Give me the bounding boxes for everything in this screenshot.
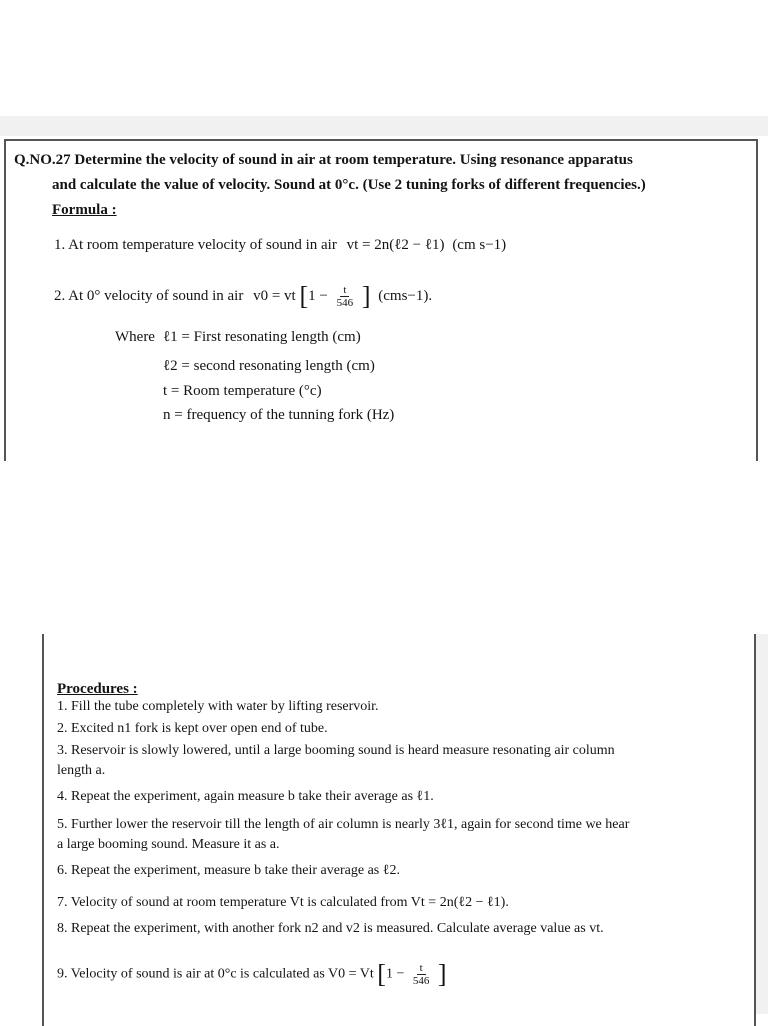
step-9-fraction xyxy=(410,962,433,987)
definition-n: n = frequency of the tunning fork (Hz) xyxy=(163,407,395,423)
middle-strip xyxy=(756,634,768,1014)
formula-heading: Formula : xyxy=(52,202,117,218)
procedures-heading: Procedures : xyxy=(57,681,138,697)
step-9-text: 9. Velocity of sound is air at 0°c is calculated as V0 = Vt xyxy=(57,966,374,982)
step-9-bracket-close: ] xyxy=(437,959,447,989)
formula-1-text: 1. At room temperature velocity of sound in air xyxy=(54,237,337,253)
step-5: 5. Further lower the reservoir till the length of air column is nearly 3ℓ1, again for second time we hear xyxy=(57,817,630,832)
top-strip xyxy=(0,116,768,136)
definition-l2: ℓ2 = second resonating length (cm) xyxy=(163,358,375,374)
step-2: 2. Excited n1 fork is kept over open end of tube. xyxy=(57,721,328,736)
step-5-cont: a large booming sound. Measure it as a. xyxy=(57,837,280,852)
formula-1-unit: (cm s−1) xyxy=(452,237,507,253)
step-8: 8. Repeat the experiment, with another fork n2 and v2 is measured. Calculate average value as vt. xyxy=(57,921,604,936)
step-7: 7. Velocity of sound at room temperature Vt is calculated from Vt = 2n(ℓ2 − ℓ1). xyxy=(57,895,509,910)
step-3-cont: length a. xyxy=(57,763,106,778)
step-6: 6. Repeat the experiment, measure b take their average as ℓ2. xyxy=(57,863,400,878)
step-9: 9. Velocity of sound is air at 0°c is calculated as V0 = Vt [1 − $\frac{t}{546}$ ] xyxy=(57,959,447,989)
definition-l1: ℓ1 = First resonating length (cm) xyxy=(163,329,361,345)
step-9-denominator: 546 xyxy=(412,975,430,987)
step-9-numerator: t xyxy=(417,962,426,975)
question-line-1: Q.NO.27 Determine the velocity of sound in air at room temperature. Using resonance apparatus xyxy=(14,152,633,168)
step-1: 1. Fill the tube completely with water by lifting reservoir. xyxy=(57,699,379,714)
bracket-close: ] xyxy=(361,281,371,311)
formula-1-equation: vt = 2n(ℓ2 − ℓ1) xyxy=(346,237,445,253)
fraction-numerator: t xyxy=(340,284,349,297)
formula-2-lhs: v0 = vt xyxy=(253,287,296,304)
bracket-open: [ xyxy=(299,281,309,311)
formula-2: 2. At 0° velocity of sound in air v0 = vt [1 − $\frac{t}{546}$ ] (cms−1). xyxy=(54,281,433,311)
step-4: 4. Repeat the experiment, again measure b take their average as ℓ1. xyxy=(57,789,434,804)
formula-1 xyxy=(54,236,506,254)
fraction-t-over-546 xyxy=(334,284,357,309)
definition-t: t = Room temperature (°c) xyxy=(163,383,322,399)
where-label: Where xyxy=(115,329,155,345)
step-3: 3. Reservoir is slowly lowered, until a large booming sound is heard measure resonating air column xyxy=(57,743,615,758)
question-line-2: and calculate the value of velocity. Sound at 0°c. (Use 2 tuning forks of different frequencies.) xyxy=(52,177,646,193)
step-9-bracket-open: [ xyxy=(377,959,386,989)
formula-2-unit: (cms−1). xyxy=(378,287,433,304)
fraction-denominator: 546 xyxy=(336,297,354,309)
formula-2-text: 2. At 0° velocity of sound in air xyxy=(54,287,244,304)
